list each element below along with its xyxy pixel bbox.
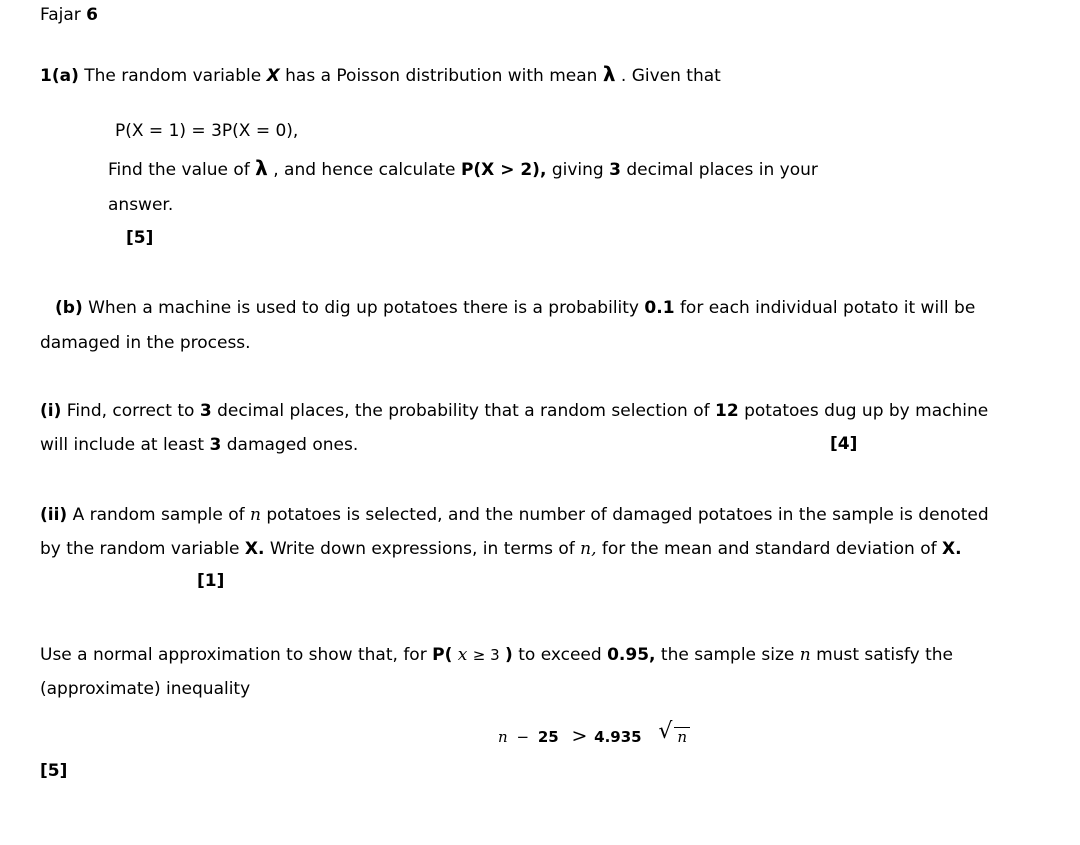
normal-text-2: to exceed	[518, 645, 602, 665]
q1bii-label: (ii)	[40, 505, 68, 525]
q1a-equation-text: P(X = 1) = 3P(X = 0),	[115, 121, 299, 141]
q1bii-n: n	[249, 505, 261, 525]
normal-marks: [5]	[40, 761, 68, 781]
inequality-coef: 4.935	[594, 728, 642, 746]
q1bi-text-1: Find, correct to	[66, 401, 195, 421]
sqrt-icon	[658, 719, 690, 746]
q1b-label: (b)	[55, 298, 83, 318]
q1b-prob: 0.1	[644, 298, 675, 318]
q1a-prob-expr: P(X > 2),	[460, 160, 547, 180]
normal-geq: ≥ 3	[472, 646, 500, 664]
q1bi-label: (i)	[40, 401, 62, 421]
page-title	[40, 7, 98, 24]
q1a-find-text-1: Find the value of	[108, 160, 250, 180]
q1a-lambda: λ	[602, 62, 616, 86]
q1bii-text-cont	[40, 541, 962, 558]
q1a-three: 3	[609, 160, 621, 180]
q1a-find-text-3: giving	[551, 160, 604, 180]
normal-text	[40, 647, 953, 664]
normal-text-3: the sample size	[660, 645, 795, 665]
q1bi-text-3: potatoes dug up by machine	[744, 401, 989, 421]
author-name: Fajar	[40, 5, 81, 25]
q1b-text-1: When a machine is used to dig up potatoes there is a probability	[88, 298, 639, 318]
q1a-find-lambda: λ	[255, 156, 268, 180]
normal-text-1: Use a normal approximation to show that, for	[40, 645, 427, 665]
q1a-find-text-2: , and hence calculate	[273, 160, 456, 180]
q1bii-x2: X.	[942, 539, 962, 559]
q1bi-text-4: will include at least	[40, 435, 205, 455]
q1bii-n2: n,	[580, 539, 597, 559]
q1a-intro-text-3: . Given that	[620, 66, 721, 86]
q1bi-three: 3	[199, 401, 212, 421]
normal-x: x	[457, 645, 468, 665]
q1a-find	[108, 158, 818, 179]
q1bi-text-cont	[40, 437, 358, 454]
q1bii-text-1: A random sample of	[72, 505, 245, 525]
q1a-intro-text-2: has a Poisson distribution with mean	[285, 66, 598, 86]
q1bi-marks: [4]	[830, 434, 858, 454]
inequality	[498, 719, 690, 747]
q1bi-three-b: 3	[209, 435, 222, 455]
normal-text-4: must satisfy the	[816, 645, 953, 665]
q1a-find-text-5: answer.	[108, 195, 174, 215]
q1bi-text	[40, 403, 988, 420]
q1bi-twelve: 12	[715, 401, 739, 421]
q1a-find-text-4: decimal places in your	[626, 160, 818, 180]
author-number: 6	[86, 5, 99, 25]
q1a-marks: [5]	[126, 228, 154, 248]
normal-n: n	[799, 645, 811, 665]
inequality-gt: >	[571, 725, 588, 747]
q1a-intro-text-1: The random variable	[84, 66, 262, 86]
q1b-intro-cont	[40, 335, 251, 352]
q1bii-text-4: Write down expressions, in terms of	[269, 539, 575, 559]
q1bii-text-5: for the mean and standard deviation of	[601, 539, 937, 559]
q1bi-text-5: damaged ones.	[226, 435, 359, 455]
q1a-label: 1(a)	[40, 66, 79, 86]
inequality-root: n	[674, 727, 690, 745]
q1b-text-2: for each individual potato it will be	[679, 298, 976, 318]
q1b-intro	[55, 300, 975, 317]
q1bii-text	[40, 507, 989, 524]
radical-sign-icon: √	[658, 719, 673, 744]
normal-text-cont	[40, 681, 250, 698]
q1a-intro	[40, 64, 721, 85]
q1a-find-cont	[108, 197, 173, 214]
q1bii-marks: [1]	[197, 571, 225, 591]
normal-p-open: P(	[432, 645, 453, 665]
inequality-25: 25	[537, 728, 559, 746]
normal-p95: 0.95,	[607, 645, 656, 665]
q1b-text-3: damaged in the process.	[40, 333, 251, 353]
q1a-var-x: X	[266, 66, 280, 86]
q1bi-text-2: decimal places, the probability that a random selection of	[217, 401, 710, 421]
inequality-n: n	[498, 728, 508, 746]
q1bii-text-2: potatoes is selected, and the number of damaged potatoes in the sample is denoted	[266, 505, 989, 525]
q1a-equation	[115, 123, 298, 140]
inequality-minus: −	[516, 728, 530, 746]
q1bii-text-3: by the random variable	[40, 539, 240, 559]
normal-text-5: (approximate) inequality	[40, 679, 251, 699]
normal-p-close: )	[505, 645, 513, 665]
q1bii-x: X.	[244, 539, 265, 559]
